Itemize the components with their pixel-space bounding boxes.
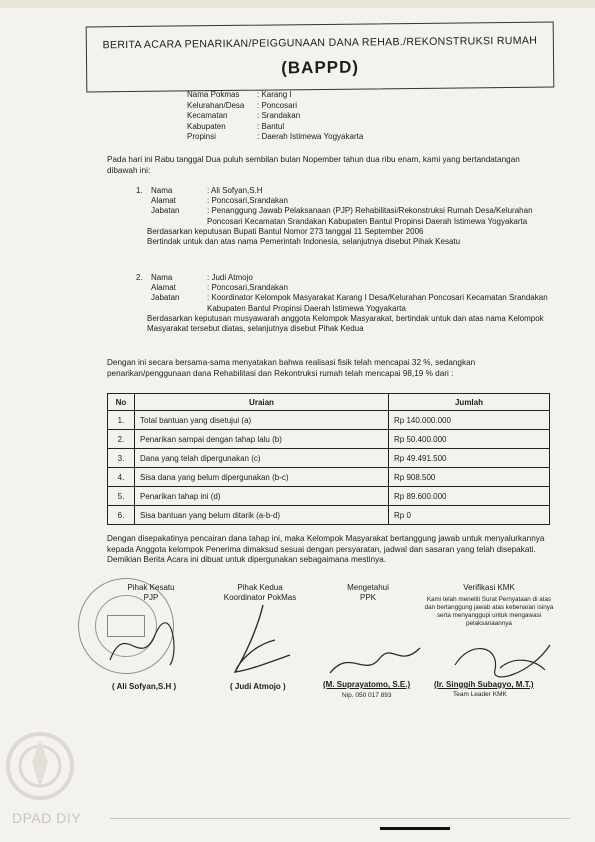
table-header-row (108, 394, 550, 411)
column-header: No (108, 394, 135, 411)
signature-scribble-2 (215, 600, 305, 685)
party-two (136, 273, 551, 334)
row-number: 5. (108, 487, 135, 506)
party-one (136, 186, 551, 247)
party-note: Berdasarkan keputusan Bupati Bantul Nomor 273 tanggal 11 September 2006 (147, 226, 424, 236)
meta-label: Kecamatan (187, 111, 228, 121)
party-row (136, 186, 551, 196)
row-amount: Rp 908.500 (389, 468, 550, 487)
column-header: Uraian (135, 394, 389, 411)
row-description: Dana yang telah dipergunakan (c) (135, 449, 389, 468)
meta-label: Nama Pokmas (187, 90, 240, 99)
row-number: 3. (108, 449, 135, 468)
row-description: Sisa bantuan yang belum ditarik (a-b-d) (135, 506, 389, 525)
row-amount: Rp 89.600.000 (389, 487, 550, 506)
statement-paragraph: Dengan ini secara bersama-sama menyatakan bahwa realisasi fisik telah mencapai 32 %, sedangkan penarikan/penggunaan dana Rehabilitasi dan Rekontruksi rumah telah mencapai 98,19 % dari : (107, 358, 476, 378)
party-row (136, 283, 551, 293)
meta-value: : Bantul (257, 121, 285, 131)
party-note: Berdasarkan keputusan musyawarah anggota Kelompok Masyarakat, bertindak untuk dan atas nama Kelompok Masyarakat tersebut diatas, selanjutnya disebut Pihak Kedua (147, 313, 544, 334)
meta-label: Kabupaten (187, 121, 226, 131)
signature-block-pihak-kesatu (106, 583, 196, 603)
party-value: : Penanggung Jawab Pelaksanaan (PJP) Rehabilitasi/Rekonstruksi Rumah Desa/Kelurahan Poncosari Kecamatan Srandakan Kabupaten Bantul Propinsi Daerah Istimewa Yogyakarta (207, 206, 533, 226)
meta-label: Kelurahan/Desa (187, 100, 245, 110)
footer-line (110, 818, 570, 819)
party-value: : Judi Atmojo (207, 273, 253, 282)
table-row (108, 411, 550, 430)
meta-row (187, 132, 407, 143)
meta-row (187, 90, 407, 101)
verification-note: Kami telah meneliti Surat Pernyataan di atas dan bertanggung jawab atas kebenaran isinya serta menyanggupi untuk mengawasi pelaksanaannya (424, 596, 554, 627)
document-title: BERITA ACARA PENARIKAN/PEIGGUNAAN DANA REHAB./REKONSTRUKSI RUMAH (102, 34, 538, 52)
page-edge (0, 0, 595, 8)
signer-role: Pihak Kedua (237, 583, 283, 592)
meta-value: : Daerah Istimewa Yogyakarta (257, 132, 364, 142)
signer-subrole: Koordinator PokMas (223, 593, 297, 602)
signature-scribble-3 (320, 628, 430, 688)
header-box (86, 22, 555, 93)
signer-nip: Nip. 050 017 893 (342, 692, 392, 699)
party-label: Alamat (151, 283, 176, 293)
party-value: : Poncosari,Srandakan (207, 196, 288, 206)
signature-scribble-4 (440, 630, 560, 685)
row-amount: Rp 0 (389, 506, 550, 525)
party-number: 2. (136, 273, 143, 282)
table-row (108, 487, 550, 506)
row-number: 6. (108, 506, 135, 525)
party-number: 1. (136, 186, 143, 195)
row-description: Sisa dana yang belum dipergunakan (b-c) (135, 468, 389, 487)
signer-name-judi: ( Judi Atmojo ) (230, 682, 286, 691)
column-header: Jumlah (389, 394, 550, 411)
row-description: Total bantuan yang disetujui (a) (135, 411, 389, 430)
row-amount: Rp 140.000.000 (389, 411, 550, 430)
closing-paragraph: Dengan disepakatinya pencairan dana tahap ini, maka Kelompok Masyarakat bertanggung jawab untuk menyalurkannya kepada Anggota kelompok Penerima dimaksud sesuai dengan persyaratan, jadwal dan sasaran yang telah disepakati. (107, 534, 545, 554)
party-note: Bertindak untuk dan atas nama Pemerintah Indonesia, selanjutnya disebut Pihak Kesatu (147, 237, 461, 247)
row-amount: Rp 50.400.000 (389, 430, 550, 449)
intro-paragraph: Pada hari ini Rabu tanggal Dua puluh sembilan bulan Nopember tahun dua ribu enam, kami yang bertandatangan dibawah ini: (107, 155, 520, 175)
pokmas-info (187, 90, 407, 143)
signature-block-kmk (424, 583, 554, 628)
party-row (136, 273, 551, 283)
meta-value: : Srandakan (257, 111, 301, 121)
party-label: Alamat (151, 196, 176, 206)
meta-value: : Karang I (257, 90, 292, 99)
closing-section (107, 534, 552, 566)
signer-title-kmk: Team Leader KMK (453, 691, 507, 698)
party-value: : Koordinator Kelompok Masyarakat Karang I Desa/Kelurahan Poncosari Kecamatan Srandakan Kabupaten Bantul Propinsi Daerah Istimewa Yogyakarta (207, 293, 548, 313)
meta-row (187, 111, 407, 122)
party-label: Jabatan (151, 293, 180, 303)
row-number: 2. (108, 430, 135, 449)
footer-mark (380, 827, 450, 830)
meta-row (187, 122, 407, 133)
signature-scribble-1 (100, 610, 190, 680)
signature-block-ppk (318, 583, 418, 603)
row-description: Penarikan sampai dengan tahap lalu (b) (135, 430, 389, 449)
signer-name-ali: ( Ali Sofyan,S.H ) (112, 682, 177, 691)
row-amount: Rp 49.491.500 (389, 449, 550, 468)
signer-name-ppk: (M. Suprayatomo, S.E.) (323, 680, 411, 689)
party-row (136, 196, 551, 206)
table-row (108, 468, 550, 487)
signer-subrole: PPK (359, 593, 376, 602)
row-number: 1. (108, 411, 135, 430)
meta-value: : Poncosari (257, 100, 298, 110)
watermark-text: DPAD DIY (12, 810, 82, 826)
signer-role: Pihak Kesatu (127, 583, 175, 592)
party-row (136, 293, 551, 313)
row-number: 4. (108, 468, 135, 487)
party-label: Jabatan (151, 206, 180, 216)
funds-table (107, 393, 550, 525)
table-row (108, 449, 550, 468)
party-label: Nama (151, 273, 173, 282)
row-description: Penarikan tahap ini (d) (135, 487, 389, 506)
meta-row (187, 101, 407, 112)
party-label: Nama (151, 186, 173, 195)
table-row (108, 506, 550, 525)
party-value: : Poncosari,Srandakan (207, 283, 288, 293)
signer-subrole: PJP (143, 593, 159, 602)
meta-label: Propinsi (187, 132, 216, 142)
party-row (136, 206, 551, 226)
signer-name-kmk: (Ir. Singgih Subagyo, M.T.) (434, 680, 534, 689)
document-subtitle: (BAPPD) (281, 57, 360, 78)
party-value: : Ali Sofyan,S.H (207, 186, 263, 195)
signer-role: Verifikasi KMK (463, 583, 515, 592)
closing-statement: Demikian Berita Acara ini dibuat untuk dipergunakan sebagaimana mestinya. (107, 555, 386, 564)
table-row (108, 430, 550, 449)
signer-role: Mengetahui (347, 583, 389, 592)
